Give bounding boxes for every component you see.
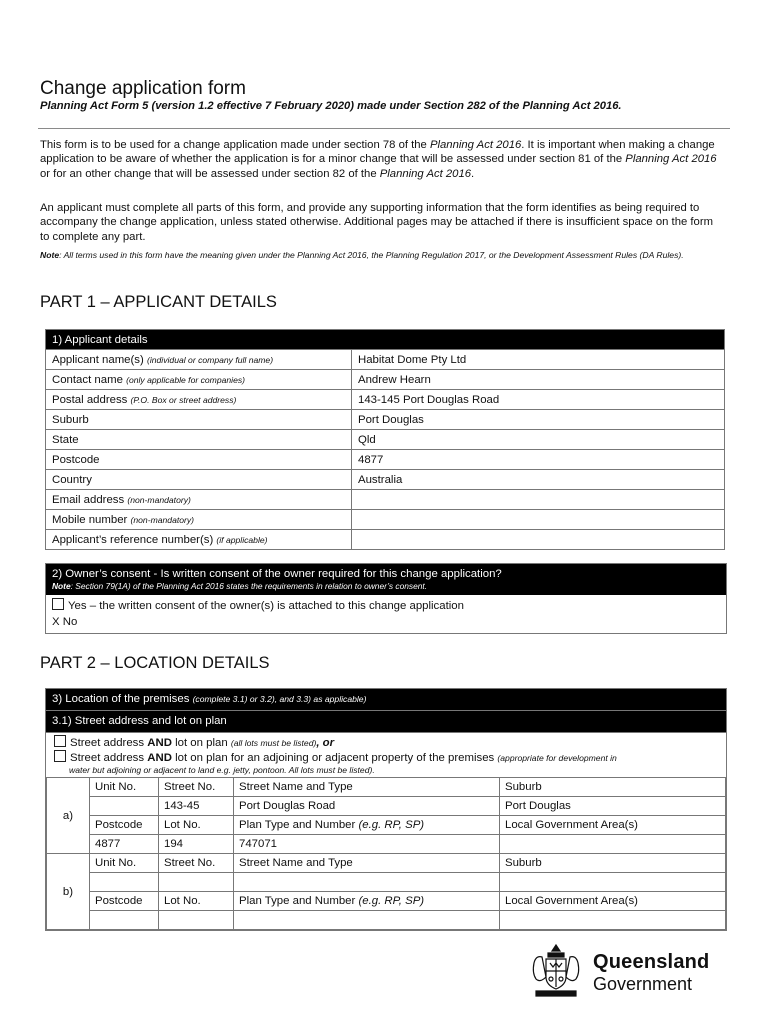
applicant-row — [46, 510, 725, 530]
checkbox-adjoining[interactable] — [54, 750, 66, 762]
street-no-header: Street No. — [159, 854, 234, 873]
applicant-row — [46, 410, 725, 430]
option-street-lot[interactable]: Street address AND lot on plan (all lots must be listed), or — [54, 735, 720, 750]
address-options — [46, 733, 726, 777]
lot-no-header: Lot No. — [159, 892, 234, 911]
applicant-field-value[interactable]: Andrew Hearn — [352, 370, 725, 390]
applicant-field-value[interactable]: Qld — [352, 430, 725, 450]
b-suburb-field[interactable] — [500, 873, 726, 892]
applicant-field-value[interactable]: 143-145 Port Douglas Road — [352, 390, 725, 410]
owners-consent-title: 2) Owner’s consent - Is written consent of the owner required for this change application? — [52, 568, 502, 580]
owners-consent-note: Note: Section 79(1A) of the Planning Act 2016 states the requirements in relation to owner’s consent. — [52, 581, 428, 591]
owners-consent-options — [46, 595, 726, 633]
a-lot-no-field[interactable]: 194 — [159, 835, 234, 854]
applicant-field-label: Postal address (P.O. Box or street address) — [46, 390, 352, 410]
address-table — [46, 777, 726, 930]
lga-header: Local Government Area(s) — [500, 892, 726, 911]
part2-heading: PART 2 – LOCATION DETAILS — [40, 654, 270, 672]
applicant-field-label: Applicant name(s) (individual or company full name) — [46, 350, 352, 370]
b-street-no-field[interactable] — [159, 873, 234, 892]
unit-no-header: Unit No. — [90, 854, 159, 873]
consent-yes-option[interactable]: Yes – the written consent of the owner(s) is attached to this change application — [52, 598, 720, 614]
applicant-row — [46, 450, 725, 470]
applicant-row — [46, 490, 725, 510]
applicant-field-value[interactable]: Australia — [352, 470, 725, 490]
intro-paragraph-1: This form is to be used for a change application made under section 78 of the Planning Act 2016. It is important when making a change application to be aware of whether the application is for a minor change that will be assessed under section 81 of the Planning Act 2016 or for an other change that will be assessed under section 82 of the Planning Act 2016. — [40, 139, 717, 180]
applicant-field-label: Applicant’s reference number(s) (if applicable) — [46, 530, 352, 550]
intro-note: Note: All terms used in this form have the meaning given under the Planning Act 2016, the Planning Regulation 2017, or the Development Assessment Rules (DA Rules). — [40, 250, 684, 260]
owners-consent-section — [45, 563, 727, 634]
owners-consent-header — [46, 564, 726, 595]
applicant-field-label: Country — [46, 470, 352, 490]
plan-type-header: Plan Type and Number (e.g. RP, SP) — [234, 892, 500, 911]
logo-queensland-text: Queensland — [593, 951, 710, 973]
lot-no-header: Lot No. — [159, 816, 234, 835]
page-subtitle: Planning Act Form 5 (version 1.2 effective 7 February 2020) made under Section 282 of the Planning Act 2016. — [40, 100, 622, 112]
checkbox-street-lot[interactable] — [54, 735, 66, 747]
applicant-row — [46, 370, 725, 390]
logo-government-text: Government — [593, 974, 693, 994]
applicant-row — [46, 530, 725, 550]
postcode-header: Postcode — [90, 816, 159, 835]
location-header: 3) Location of the premises (complete 3.1) or 3.2), and 3.3) as applicable) — [46, 689, 726, 711]
option-adjoining-hint: water but adjoining or adjacent to land e.g. jetty, pontoon. All lots must be listed). — [69, 765, 375, 775]
applicant-row — [46, 470, 725, 490]
plan-type-header: Plan Type and Number (e.g. RP, SP) — [234, 816, 500, 835]
coat-of-arms-icon — [528, 941, 584, 999]
a-lga-field[interactable] — [500, 835, 726, 854]
lga-header: Local Government Area(s) — [500, 816, 726, 835]
b-unit-no-field[interactable] — [90, 873, 159, 892]
street-name-header: Street Name and Type — [234, 778, 500, 797]
a-street-name-field[interactable]: Port Douglas Road — [234, 797, 500, 816]
address-a-label: a) — [47, 778, 90, 854]
a-plan-field[interactable]: 747071 — [234, 835, 500, 854]
applicant-details-header: 1) Applicant details — [46, 330, 725, 350]
applicant-field-label: Suburb — [46, 410, 352, 430]
applicant-row — [46, 430, 725, 450]
street-address-subheader: 3.1) Street address and lot on plan — [46, 711, 726, 733]
b-lot-no-field[interactable] — [159, 911, 234, 930]
page-title: Change application form — [40, 78, 246, 99]
queensland-government-logo — [528, 941, 728, 999]
applicant-field-label: State — [46, 430, 352, 450]
address-b-label: b) — [47, 854, 90, 930]
applicant-field-value[interactable]: Port Douglas — [352, 410, 725, 430]
applicant-field-value[interactable]: Habitat Dome Pty Ltd — [352, 350, 725, 370]
b-postcode-field[interactable] — [90, 911, 159, 930]
b-street-name-field[interactable] — [234, 873, 500, 892]
intro-paragraph-2: An applicant must complete all parts of this form, and provide any supporting information that the form identifies as being required to accompany the change application, unless stated otherwise. Additional pages may be attached if there is insufficient space on the form to complete any part. — [40, 202, 713, 243]
title-divider — [38, 128, 730, 129]
a-suburb-field[interactable]: Port Douglas — [500, 797, 726, 816]
postcode-header: Postcode — [90, 892, 159, 911]
a-unit-no-field[interactable] — [90, 797, 159, 816]
a-postcode-field[interactable]: 4877 — [90, 835, 159, 854]
location-section — [45, 688, 727, 931]
applicant-field-value[interactable] — [352, 510, 725, 530]
street-name-header: Street Name and Type — [234, 854, 500, 873]
option-adjoining[interactable]: Street address AND lot on plan for an adjoining or adjacent property of the premises (appropriate for development in — [54, 750, 720, 765]
applicant-row — [46, 390, 725, 410]
applicant-details-table — [45, 329, 725, 550]
consent-no-option[interactable]: X No — [52, 616, 78, 628]
unit-no-header: Unit No. — [90, 778, 159, 797]
applicant-row — [46, 350, 725, 370]
b-plan-field[interactable] — [234, 911, 500, 930]
applicant-field-value[interactable]: 4877 — [352, 450, 725, 470]
a-street-no-field[interactable]: 143-45 — [159, 797, 234, 816]
applicant-field-label: Postcode — [46, 450, 352, 470]
checkbox-yes[interactable] — [52, 598, 64, 610]
b-lga-field[interactable] — [500, 911, 726, 930]
suburb-header: Suburb — [500, 854, 726, 873]
applicant-field-label: Contact name (only applicable for companies) — [46, 370, 352, 390]
part1-heading: PART 1 – APPLICANT DETAILS — [40, 293, 277, 311]
street-no-header: Street No. — [159, 778, 234, 797]
applicant-field-value[interactable] — [352, 530, 725, 550]
applicant-field-label: Email address (non-mandatory) — [46, 490, 352, 510]
applicant-field-value[interactable] — [352, 490, 725, 510]
suburb-header: Suburb — [500, 778, 726, 797]
applicant-field-label: Mobile number (non-mandatory) — [46, 510, 352, 530]
